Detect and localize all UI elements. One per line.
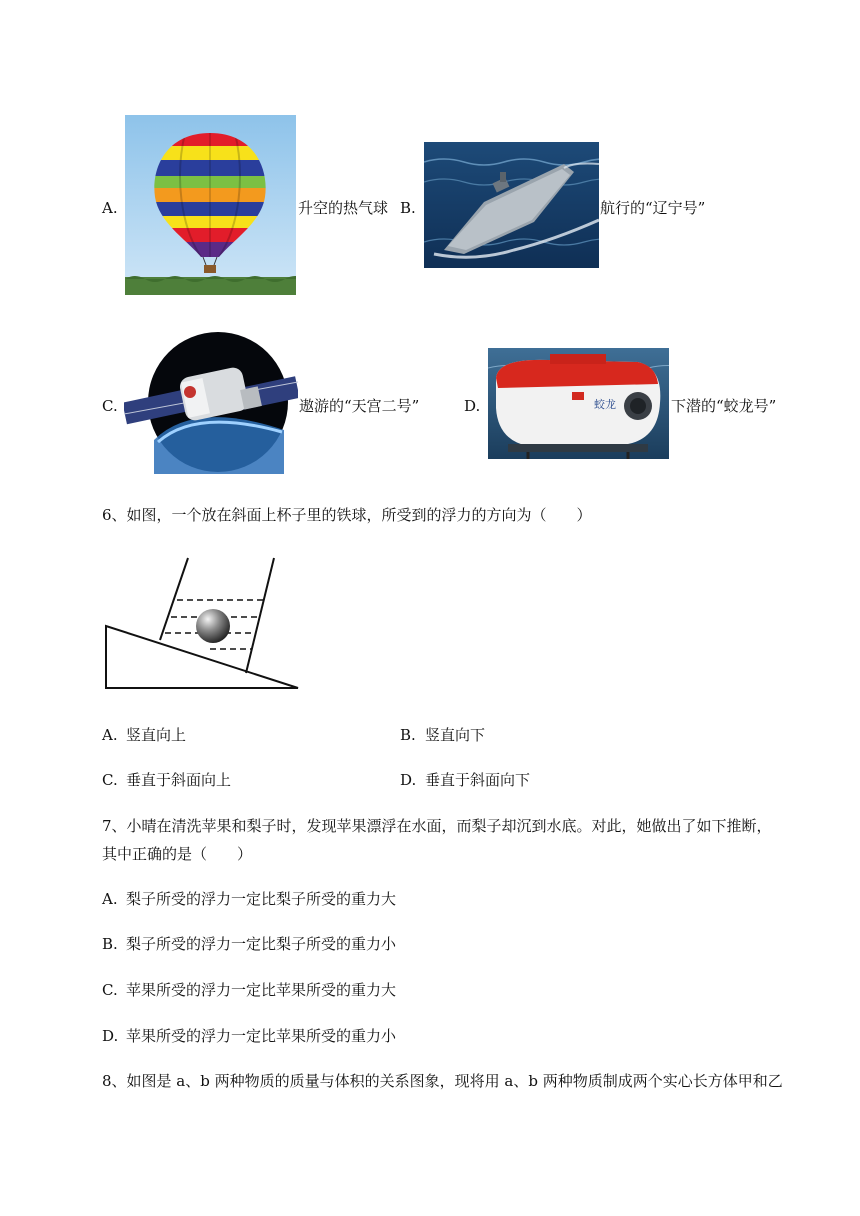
question-7-stem-line1: 7、小晴在清洗苹果和梨子时，发现苹果漂浮在水面，而梨子却沉到水底。对此，她做出了如下推断，	[102, 817, 772, 835]
q7-option-c-letter: C.	[102, 981, 118, 999]
q7-option-a-letter: A.	[102, 890, 118, 908]
submarine-label: 蛟龙	[594, 399, 616, 411]
option-a-letter: A.	[102, 199, 118, 217]
q6-option-b-letter: B.	[400, 726, 416, 744]
q6-option-a-text: 竖直向上	[126, 726, 187, 744]
q6-option-b-text: 竖直向下	[425, 726, 486, 744]
q6-option-c-letter: C.	[102, 771, 118, 789]
q7-option-b-text: 梨子所受的浮力一定比梨子所受的重力小	[126, 935, 397, 953]
q7-option-a-text: 梨子所受的浮力一定比梨子所受的重力大	[126, 890, 397, 908]
option-b-caption: 航行的“辽宁号”	[600, 199, 706, 217]
q6-option-d-letter: D.	[400, 771, 417, 789]
q7-option-b-letter: B.	[102, 935, 118, 953]
question-6-stem: 6、如图，一个放在斜面上杯子里的铁球，所受到的浮力的方向为（ ）	[102, 506, 592, 524]
hot-air-balloon-image	[125, 115, 296, 295]
space-station-image	[124, 330, 298, 474]
q7-option-d-letter: D.	[102, 1027, 119, 1045]
option-a-caption: 升空的热气球	[298, 199, 389, 217]
q6-option-a-letter: A.	[102, 726, 118, 744]
option-c-letter: C.	[102, 397, 118, 415]
q6-option-d-text: 垂直于斜面向下	[425, 771, 531, 789]
incline-cup-diagram	[100, 556, 304, 692]
option-b-letter: B.	[400, 199, 416, 217]
question-8-stem: 8、如图是 a、b 两种物质的质量与体积的关系图象，现将用 a、b 两种物质制成两个实心长方体甲和乙	[102, 1072, 783, 1090]
q7-option-d-text: 苹果所受的浮力一定比苹果所受的重力小	[126, 1027, 397, 1045]
q6-option-c-text: 垂直于斜面向上	[126, 771, 232, 789]
aircraft-carrier-image	[424, 142, 599, 268]
submarine-image	[488, 348, 669, 459]
question-7-stem-line2: 其中正确的是（ ）	[102, 845, 253, 863]
option-d-letter: D.	[464, 397, 481, 415]
option-d-caption: 下潜的“蛟龙号”	[671, 397, 777, 415]
option-c-caption: 遨游的“天宫二号”	[299, 397, 420, 415]
q7-option-c-text: 苹果所受的浮力一定比苹果所受的重力大	[126, 981, 397, 999]
